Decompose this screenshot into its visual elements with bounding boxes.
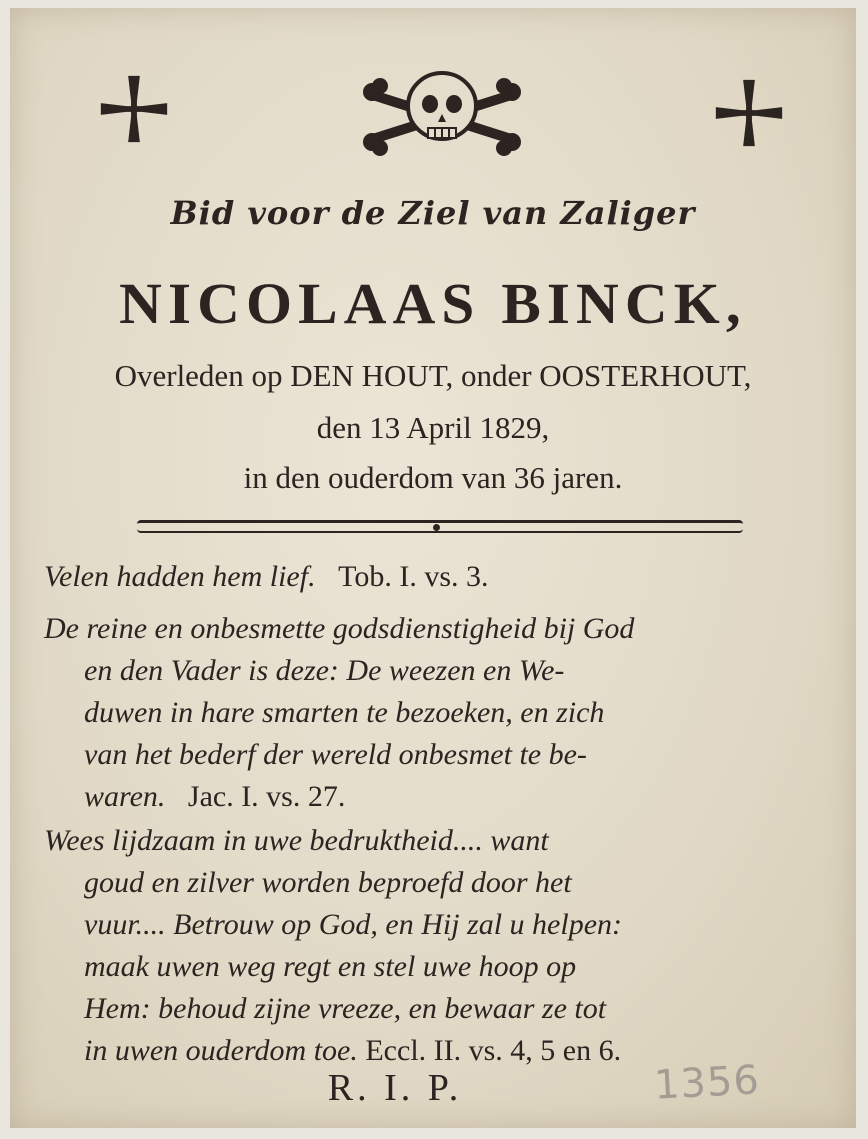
verse-text: Velen hadden hem lief. — [44, 560, 316, 593]
verse-line: Wees lijdzaam in uwe bedruktheid.... want — [44, 824, 549, 857]
rip-closing: R. I. P. — [327, 1067, 463, 1109]
rule-dot — [433, 524, 440, 531]
verse-line-end: waren. — [84, 780, 166, 813]
verse-line: van het bederf der wereld onbesmet te be- — [84, 738, 587, 771]
verse-citation: Tob. I. vs. 3. — [338, 560, 489, 593]
verse-line: Hem: behoud zijne vreeze, en bewaar ze tot — [84, 992, 607, 1025]
verse-ecclesiasticus — [44, 820, 836, 1072]
memorial-card — [10, 8, 856, 1128]
verse-line: goud en zilver worden beproefd door het — [84, 866, 572, 899]
verse-line-end: in uwen ouderdom toe. — [84, 1034, 358, 1067]
verse-citation: Eccl. II. vs. 4, 5 en 6. — [365, 1034, 622, 1067]
cross-pattee-icon — [710, 74, 788, 152]
verse-line: maak uwen weg regt en stel uwe hoop op — [84, 950, 577, 983]
verse-tobit — [44, 556, 834, 598]
verse-line: en den Vader is deze: De weezen en We- — [84, 654, 565, 687]
verse-james — [44, 608, 836, 818]
ornamental-rule — [137, 520, 743, 533]
verse-line: vuur.... Betrouw op God, en Hij zal u helpen: — [84, 908, 622, 941]
verse-line: De reine en onbesmette godsdienstigheid bij God — [44, 612, 635, 645]
invocation-heading: Bid voor de Ziel van Zaliger — [170, 194, 696, 232]
age-at-death: in den ouderdom van 36 jaren. — [243, 460, 623, 495]
death-place: Overleden op DEN HOUT, onder OOSTERHOUT, — [114, 358, 752, 393]
verse-citation: Jac. I. vs. 27. — [187, 780, 346, 813]
verse-line: duwen in hare smarten te bezoeken, en zich — [84, 696, 605, 729]
pencil-inventory-number: 1356 — [652, 1057, 761, 1109]
verse-line — [44, 776, 836, 818]
death-date: den 13 April 1829, — [316, 410, 550, 445]
deceased-name: NICOLAAS BINCK, — [119, 271, 747, 336]
skull-and-crossbones-icon — [358, 66, 526, 158]
cross-pattee-icon — [95, 70, 173, 148]
